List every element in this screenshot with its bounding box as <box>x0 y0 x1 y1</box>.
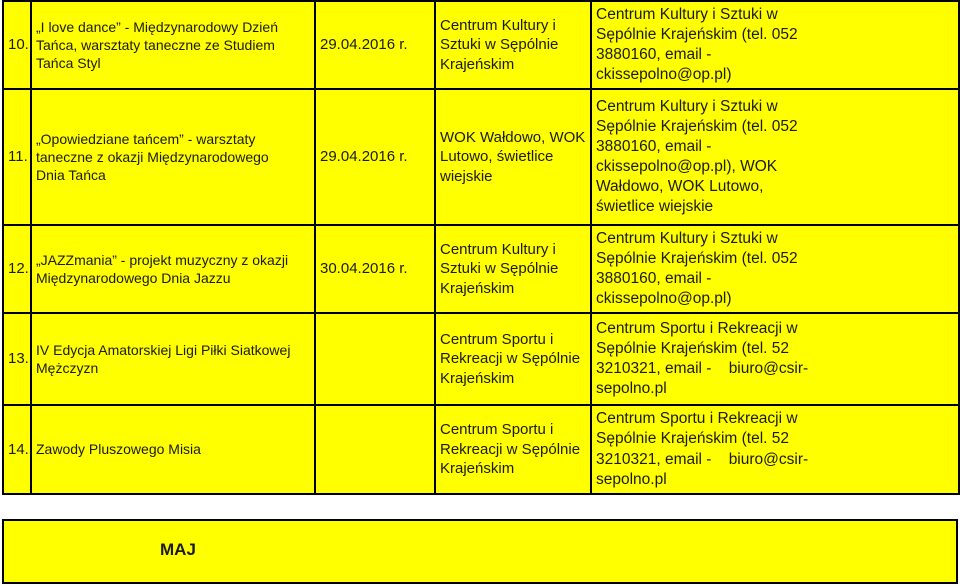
event-date <box>315 313 435 405</box>
event-contact-line: sepolno.pl <box>596 470 667 488</box>
event-date: 30.04.2016 r. <box>315 225 435 313</box>
event-place-line: Krajeńskim <box>440 55 515 73</box>
table-row <box>3 405 959 494</box>
event-contact-line: Centrum Kultury i Sztuki w <box>596 5 778 23</box>
event-name-line: IV Edycja Amatorskiej Ligi Piłki Siatkowej <box>36 341 291 358</box>
event-name <box>31 405 315 494</box>
table-row <box>3 313 959 405</box>
event-name-line: Tańca Styl <box>36 55 101 72</box>
event-name <box>31 225 315 313</box>
event-contact-line: Sępólnie Krajeńskim (tel. 052 <box>596 117 798 135</box>
event-contact <box>591 405 959 494</box>
event-contact <box>591 1 959 89</box>
event-place-line: Lutowo, świetlice <box>440 148 554 166</box>
event-name-line: „Opowiedziane tańcem” - warsztaty <box>36 130 256 147</box>
event-place-line: wiejskie <box>440 167 493 185</box>
event-name-line: „JAZZmania” - projekt muzyczny z okazji <box>36 251 289 268</box>
event-name-line: Zawody Pluszowego Misia <box>36 441 201 458</box>
event-place-line: Centrum Kultury i <box>440 240 556 258</box>
event-name-line: Międzynarodowego Dnia Jazzu <box>36 270 231 286</box>
event-contact-line: Sępólnie Krajeńskim (tel. 052 <box>596 25 798 43</box>
event-contact-line: 3880160, email - <box>596 137 712 155</box>
event-contact-line: Centrum Kultury i Sztuki w <box>596 97 778 115</box>
event-contact-line: 3210321, email - biuro@csir- <box>596 360 809 377</box>
table-row <box>3 225 959 313</box>
event-contact-line: Centrum Sportu i Rekreacji w <box>596 319 798 337</box>
event-contact-line: ckissepolno@op.pl) <box>596 290 732 308</box>
event-contact <box>591 225 959 313</box>
event-place-line: Sztuki w Sępólnie <box>440 260 559 278</box>
event-contact-line: Sępólnie Krajeńskim (tel. 52 <box>596 339 789 357</box>
event-name-line: Dnia Tańca <box>36 167 106 184</box>
event-place-line: WOK Wałdowo, WOK <box>440 128 586 146</box>
event-place <box>435 405 591 494</box>
event-contact-line: Centrum Kultury i Sztuki w <box>596 229 778 247</box>
event-date: 29.04.2016 r. <box>315 89 435 225</box>
event-place-line: Rekreacji w Sępólnie <box>440 350 581 368</box>
event-contact-line: ckissepolno@op.pl), WOK <box>596 158 778 175</box>
event-date <box>315 405 435 494</box>
event-place <box>435 89 591 225</box>
row-number: 11. <box>3 89 31 225</box>
event-contact-line: sepolno.pl <box>596 380 667 398</box>
event-name <box>31 89 315 225</box>
event-place-line: Krajeńskim <box>440 369 515 387</box>
event-contact-line: ckissepolno@op.pl) <box>596 66 732 84</box>
event-place <box>435 313 591 405</box>
event-name <box>31 313 315 405</box>
event-place-line: Rekreacji w Sępólnie <box>440 440 581 458</box>
event-name-line: „I love dance” - Międzynarodowy Dzień <box>36 18 278 35</box>
row-number: 12. <box>3 225 31 313</box>
event-contact-line: 3210321, email - biuro@csir- <box>596 450 809 468</box>
table-row <box>3 1 959 89</box>
event-name-line: Mężczyzn <box>36 360 99 376</box>
event-place-line: Krajeńskim <box>440 460 515 478</box>
event-place-line: Krajeńskim <box>440 279 515 297</box>
event-contact-line: 3880160, email - <box>596 270 712 287</box>
events-table <box>2 0 960 495</box>
event-place-line: Centrum Kultury i <box>440 16 556 34</box>
event-contact-line: 3880160, email - <box>596 46 712 63</box>
event-place <box>435 225 591 313</box>
event-place <box>435 1 591 89</box>
month-label: MAJ <box>160 540 196 559</box>
event-contact-line: Centrum Sportu i Rekreacji w <box>596 410 798 428</box>
month-section-header <box>2 519 958 584</box>
event-name-line: Tańca, warsztaty taneczne ze Studiem <box>36 36 275 53</box>
event-place-line: Sztuki w Sępólnie <box>440 36 559 54</box>
event-name-line: taneczne z okazji Międzynarodowego <box>36 148 269 165</box>
row-number: 10. <box>3 1 31 89</box>
event-contact-line: Wałdowo, WOK Lutowo, <box>596 178 764 196</box>
event-name <box>31 1 315 89</box>
event-contact-line: Sępólnie Krajeńskim (tel. 052 <box>596 249 798 267</box>
event-date: 29.04.2016 r. <box>315 1 435 89</box>
table-row <box>3 89 959 225</box>
event-place-line: Centrum Sportu i <box>440 330 554 348</box>
row-number: 13. <box>3 313 31 405</box>
event-contact <box>591 89 959 225</box>
event-place-line: Centrum Sportu i <box>440 421 554 439</box>
event-contact-line: Sępólnie Krajeńskim (tel. 52 <box>596 430 789 448</box>
event-contact <box>591 313 959 405</box>
row-number: 14. <box>3 405 31 494</box>
event-contact-line: świetlice wiejskie <box>596 198 714 216</box>
